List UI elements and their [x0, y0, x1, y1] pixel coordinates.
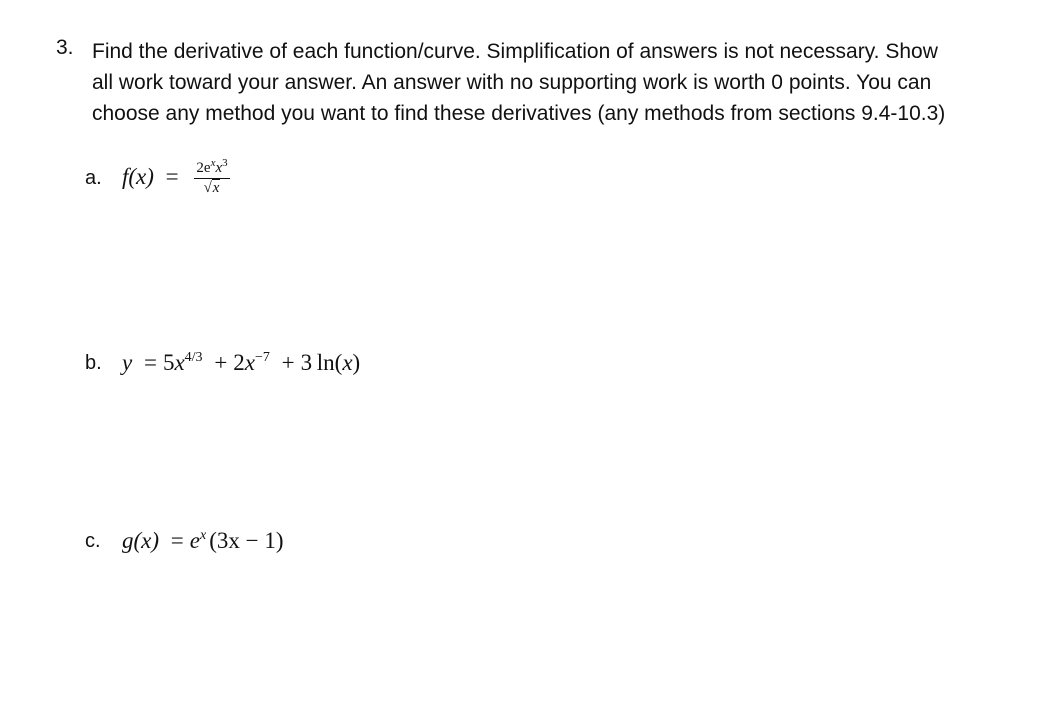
- part-a-lhs: f(x): [122, 163, 154, 189]
- instructions-line-3: choose any method you want to find these derivatives (any methods from sections 9.4-10.3): [92, 102, 946, 125]
- part-a-equation: [122, 157, 230, 197]
- part-c-base: e: [189, 528, 200, 553]
- part-b-term3-close: ): [352, 350, 361, 375]
- problem-instructions: [92, 36, 1022, 129]
- part-c-lhs: g(x): [122, 528, 160, 553]
- part-b-equation: [122, 350, 360, 376]
- part-b-label: b.: [85, 351, 102, 374]
- part-b-term2-coef: 2: [233, 350, 245, 375]
- problem-number: 3.: [56, 36, 74, 59]
- part-a-num-var: x: [215, 160, 223, 176]
- part-b-term1-exp: 4/3: [184, 350, 203, 365]
- part-c-label: c.: [85, 529, 101, 552]
- part-b-term1-coef: 5: [162, 350, 175, 375]
- part-a: [85, 157, 230, 197]
- part-a-num-exp1: x: [210, 157, 216, 169]
- instructions-line-2: all work toward your answer. An answer with no supporting work is worth 0 points. You can: [92, 71, 932, 94]
- part-b-lhs: y: [122, 350, 133, 375]
- part-b-plus-1: +: [214, 350, 228, 375]
- part-c-equals: =: [170, 528, 184, 553]
- part-c: [85, 528, 284, 554]
- part-b-term3-var: x: [342, 350, 353, 375]
- part-a-numerator: [194, 157, 229, 179]
- part-c-exp: x: [199, 528, 207, 543]
- part-c-factor: (3x − 1): [209, 528, 284, 553]
- part-a-num-exp2: 3: [222, 157, 228, 169]
- part-b-plus-2: +: [281, 350, 295, 375]
- part-b-term2-exp: −7: [255, 350, 270, 365]
- part-b-equals: =: [143, 350, 157, 375]
- part-a-denominator: [204, 179, 221, 197]
- part-a-fraction: [194, 157, 229, 197]
- part-a-radical-sign: √: [203, 180, 212, 196]
- part-a-num-coef: 2e: [196, 160, 211, 176]
- part-a-label: a.: [85, 167, 102, 189]
- part-c-equation: [122, 528, 284, 554]
- instructions-line-1: Find the derivative of each function/curve. Simplification of answers is not necessary. Show: [92, 40, 938, 63]
- part-a-equals: =: [165, 163, 179, 189]
- part-b-term3-fn: ln(: [316, 350, 343, 375]
- part-b-term1-var: x: [174, 350, 185, 375]
- part-a-den-var: x: [212, 180, 220, 196]
- part-b-term2-var: x: [244, 350, 256, 375]
- part-b-term3-coef: 3: [300, 350, 313, 375]
- part-b: [85, 350, 360, 376]
